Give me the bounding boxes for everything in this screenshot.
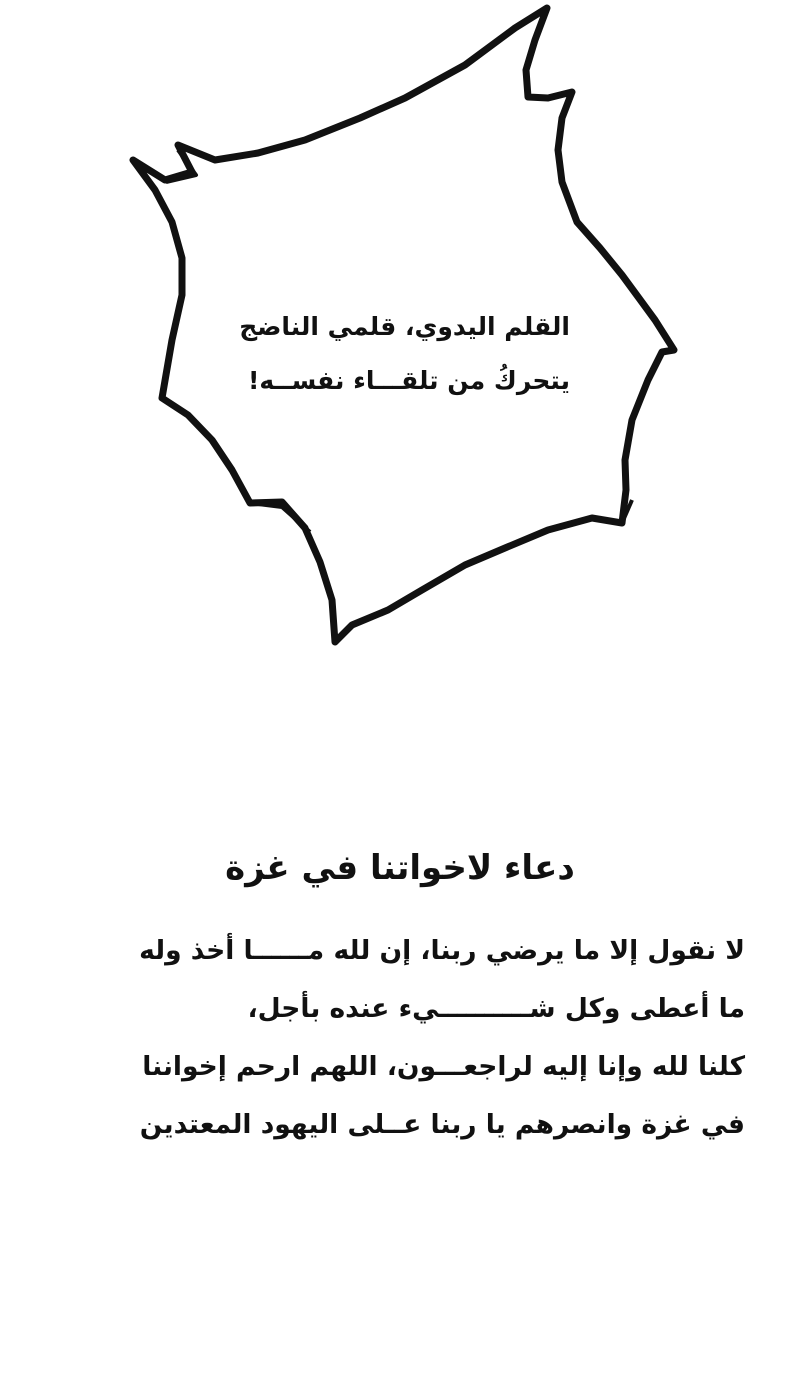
speech-bubble-line: يتحركُ من تلقـــاء نفســه! [247, 366, 570, 395]
dua-line: ما أعطى وكل شــــــــــيء عنده بأجل، [247, 993, 745, 1024]
dua-line: في غزة وانصرهم يا ربنا عــلى اليهود المعتدين [139, 1109, 745, 1140]
dua-line: كلنا لله وإنا إليه لراجعـــون، اللهم ارحم إخواننا [142, 1051, 745, 1082]
speech-bubble-line: القلم اليدوي، قلمي الناضج [239, 312, 570, 341]
dua-line: لا نقول إلا ما يرضي ربنا، إن لله مــــــا أخذ وله [139, 935, 745, 966]
dua-title: دعاء لاخواتنا في غزة [225, 848, 575, 888]
speech-bubble [0, 0, 800, 660]
speech-bubble-text [200, 300, 570, 408]
dua-paragraph [55, 922, 745, 1154]
